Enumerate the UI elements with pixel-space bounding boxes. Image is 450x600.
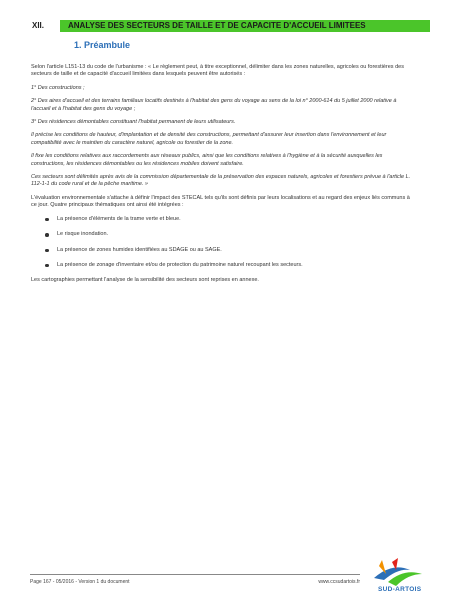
paragraph: Ces secteurs sont délimités après avis de la commission départementale de la préservation des espaces naturels, agricoles et forestiers prévue à l'article L. 112-1-1 du code rural et de la pêche maritime. » (31, 174, 411, 188)
paragraph: Selon l'article L151-13 du code de l'urbanisme : « Le règlement peut, à titre exceptionnel, délimiter dans les zones naturelles, agricoles ou forestières des secteurs de taille et de capacité d'accueil limitées dans lesquels peuvent être autorisés : (31, 64, 404, 78)
logo-text: SUD-ARTOIS (378, 586, 422, 593)
bullet-list (45, 216, 417, 270)
section-number: XII. (32, 21, 45, 30)
sud-artois-logo-icon (370, 556, 430, 600)
body-text (31, 64, 417, 291)
subsection-title: 1. Préambule (74, 40, 131, 50)
footer-page-info: Page 167 - 05/2016 - Version 1 du document (30, 579, 130, 585)
paragraph: L'évaluation environnementale s'attache à définir l'impact des STECAL tels qu'ils sont définis par leurs localisations et au regard des enjeux liés communs à ce jour. Quatre principaux thématiques ont ainsi été intégrées : (31, 194, 410, 209)
paragraph: Il fixe les conditions relatives aux raccordements aux réseaux publics, ainsi que les conditions relatives à l'hygiène et à la sécurité auxquelles les constructions, les résidences démontables ou les résidences mobiles doivent satisfaire. (31, 153, 383, 167)
section-title: ANALYSE DES SECTEURS DE TAILLE ET DE CAPACITE D'ACCUEIL LIMITEES (60, 20, 430, 32)
section-header (30, 20, 430, 32)
list-item: La présence de zones humides identifiées au SDAGE ou au SAGE. (45, 247, 417, 254)
list-item: La présence de zonage d'inventaire et/ou de protection du patrimoine naturel recoupant les secteurs. (45, 262, 417, 269)
paragraph: 2° Des aires d'accueil et des terrains familiaux locatifs destinés à l'habitat des gens du voyage au sens de la loi n° 2000-614 du 5 juillet 2000 relative à l'accueil et à l'habitat des gens du voyage ; (31, 98, 397, 112)
list-item: La présence d'éléments de la trame verte et bleue. (45, 216, 417, 223)
footer-website-link[interactable]: www.ccsudartois.fr (318, 579, 360, 585)
paragraph: Les cartographies permettant l'analyse de la sensibilité des secteurs sont reprises en annexe. (31, 277, 259, 284)
footer-divider (30, 574, 360, 575)
page-footer (30, 579, 360, 585)
paragraph: 1° Des constructions ; (31, 84, 85, 91)
paragraph: 3° Des résidences démontables constituant l'habitat permanent de leurs utilisateurs. (31, 119, 236, 126)
paragraph: Il précise les conditions de hauteur, d'implantation et de densité des constructions, permettant d'assurer leur insertion dans l'environnement et leur compatibilité avec le maintien du caractère naturel, agricole ou forestier de la zone. (31, 132, 387, 146)
list-item: Le risque inondation. (45, 231, 417, 238)
